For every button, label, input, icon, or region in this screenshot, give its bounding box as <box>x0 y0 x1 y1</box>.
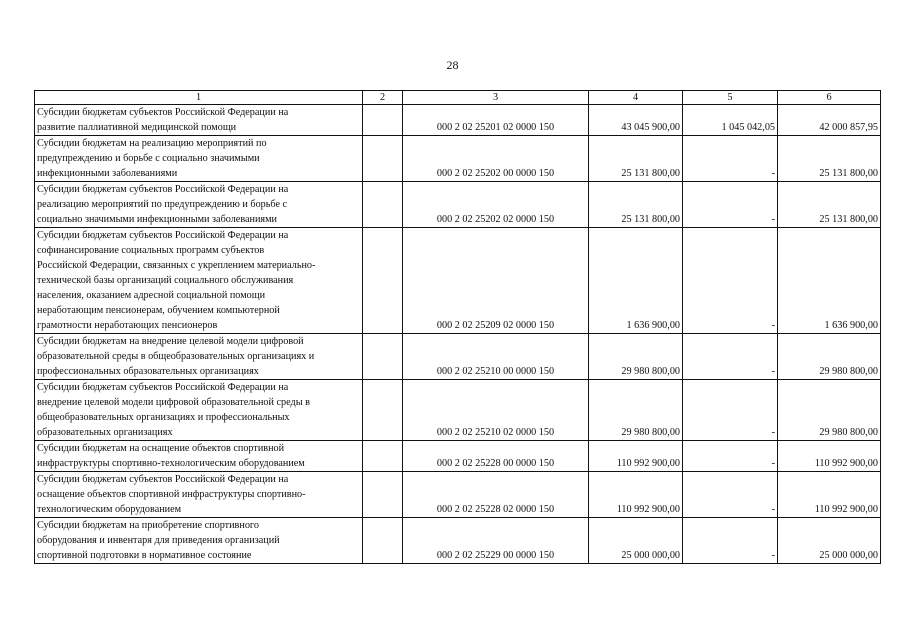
col6-value: 25 131 800,00 <box>778 182 881 228</box>
budget-code: 000 2 02 25228 02 0000 150 <box>403 472 589 518</box>
budget-code: 000 2 02 25210 02 0000 150 <box>403 380 589 441</box>
budget-code: 000 2 02 25201 02 0000 150 <box>403 105 589 136</box>
col6-value: 29 980 800,00 <box>778 380 881 441</box>
item-name-line: Субсидии бюджетам на приобретение спортивного <box>37 520 259 531</box>
col2-cell <box>363 441 403 472</box>
column-header: 5 <box>683 91 778 105</box>
header-row <box>35 91 881 105</box>
col2-cell <box>363 380 403 441</box>
col6-value: 42 000 857,95 <box>778 105 881 136</box>
item-name <box>35 136 363 182</box>
item-name-line: общеобразовательных организациях и профессиональных <box>37 412 290 423</box>
col2-cell <box>363 182 403 228</box>
col5-value: - <box>683 182 778 228</box>
item-name <box>35 441 363 472</box>
table-row <box>35 380 881 441</box>
column-header: 3 <box>403 91 589 105</box>
col2-cell <box>363 136 403 182</box>
item-name <box>35 334 363 380</box>
item-name-line: Субсидии бюджетам субъектов Российской Федерации на <box>37 230 289 241</box>
col4-value: 29 980 800,00 <box>589 380 683 441</box>
table-row <box>35 105 881 136</box>
col4-value: 25 000 000,00 <box>589 518 683 564</box>
col4-value: 25 131 800,00 <box>589 182 683 228</box>
item-name-line: Субсидии бюджетам на оснащение объектов спортивной <box>37 443 285 454</box>
table-row <box>35 441 881 472</box>
col5-value: - <box>683 228 778 334</box>
col6-value: 29 980 800,00 <box>778 334 881 380</box>
item-name <box>35 518 363 564</box>
item-name-line: оборудования и инвентаря для приведения организаций <box>37 535 280 546</box>
budget-code: 000 2 02 25209 02 0000 150 <box>403 228 589 334</box>
item-name-line: Субсидии бюджетам субъектов Российской Федерации на <box>37 382 289 393</box>
table-row <box>35 518 881 564</box>
item-name <box>35 472 363 518</box>
table-row <box>35 182 881 228</box>
item-name-line: населения, оказанием адресной социальной помощи <box>37 290 266 301</box>
col4-value: 110 992 900,00 <box>589 472 683 518</box>
col4-value: 43 045 900,00 <box>589 105 683 136</box>
col6-value: 110 992 900,00 <box>778 472 881 518</box>
budget-code: 000 2 02 25210 00 0000 150 <box>403 334 589 380</box>
col2-cell <box>363 105 403 136</box>
item-name-line: оснащение объектов спортивной инфраструктуры спортивно- <box>37 489 306 500</box>
item-name-line: социально значимыми инфекционными заболеваниями <box>37 214 278 225</box>
item-name-line: Российской Федерации, связанных с укреплением материально- <box>37 260 316 271</box>
item-name <box>35 380 363 441</box>
col6-value: 1 636 900,00 <box>778 228 881 334</box>
col2-cell <box>363 228 403 334</box>
item-name-line: Субсидии бюджетам на реализацию мероприятий по <box>37 138 267 149</box>
col4-value: 110 992 900,00 <box>589 441 683 472</box>
item-name-line: Субсидии бюджетам субъектов Российской Федерации на <box>37 107 289 118</box>
item-name-line: инфекционными заболеваниями <box>37 168 178 179</box>
item-name-line: Субсидии бюджетам субъектов Российской Федерации на <box>37 184 289 195</box>
item-name-line: образовательных организациях <box>37 427 173 438</box>
table-row <box>35 334 881 380</box>
item-name-line: развитие паллиативной медицинской помощи <box>37 122 237 133</box>
budget-code: 000 2 02 25202 00 0000 150 <box>403 136 589 182</box>
budget-code: 000 2 02 25228 00 0000 150 <box>403 441 589 472</box>
page-number: 28 <box>446 58 459 72</box>
table-row <box>35 228 881 334</box>
column-header: 1 <box>35 91 363 105</box>
table-row <box>35 472 881 518</box>
col5-value: - <box>683 441 778 472</box>
col5-value: - <box>683 380 778 441</box>
item-name-line: технической базы организаций социального обслуживания <box>37 275 294 286</box>
column-header: 4 <box>589 91 683 105</box>
col6-value: 25 131 800,00 <box>778 136 881 182</box>
item-name-line: спортивной подготовки в нормативное состояние <box>37 550 252 561</box>
col4-value: 29 980 800,00 <box>589 334 683 380</box>
item-name-line: Субсидии бюджетам субъектов Российской Федерации на <box>37 474 289 485</box>
item-name-line: образовательной среды в общеобразовательных организациях и <box>37 351 315 362</box>
col2-cell <box>363 518 403 564</box>
col4-value: 25 131 800,00 <box>589 136 683 182</box>
item-name <box>35 182 363 228</box>
item-name-line: инфраструктуры спортивно-технологическим оборудованием <box>37 458 305 469</box>
col5-value: - <box>683 518 778 564</box>
item-name-line: грамотности неработающих пенсионеров <box>37 320 218 331</box>
item-name <box>35 105 363 136</box>
item-name-line: софинансирование социальных программ субъектов <box>37 245 265 256</box>
col4-value: 1 636 900,00 <box>589 228 683 334</box>
col2-cell <box>363 334 403 380</box>
col5-value: 1 045 042,05 <box>683 105 778 136</box>
column-header: 2 <box>363 91 403 105</box>
col6-value: 25 000 000,00 <box>778 518 881 564</box>
item-name-line: неработающим пенсионерам, обучением компьютерной <box>37 305 280 316</box>
item-name-line: Субсидии бюджетам на внедрение целевой модели цифровой <box>37 336 304 347</box>
col6-value: 110 992 900,00 <box>778 441 881 472</box>
col5-value: - <box>683 334 778 380</box>
item-name-line: предупреждению и борьбе с социально значимыми <box>37 153 260 164</box>
column-header: 6 <box>778 91 881 105</box>
item-name-line: технологическим оборудованием <box>37 504 182 515</box>
col2-cell <box>363 472 403 518</box>
budget-table <box>34 90 881 564</box>
budget-code: 000 2 02 25229 00 0000 150 <box>403 518 589 564</box>
table-row <box>35 136 881 182</box>
budget-code: 000 2 02 25202 02 0000 150 <box>403 182 589 228</box>
item-name-line: профессиональных образовательных организациях <box>37 366 259 377</box>
item-name <box>35 228 363 334</box>
col5-value: - <box>683 472 778 518</box>
item-name-line: внедрение целевой модели цифровой образовательной среды в <box>37 397 310 408</box>
col5-value: - <box>683 136 778 182</box>
item-name-line: реализацию мероприятий по предупреждению и борьбе с <box>37 199 288 210</box>
